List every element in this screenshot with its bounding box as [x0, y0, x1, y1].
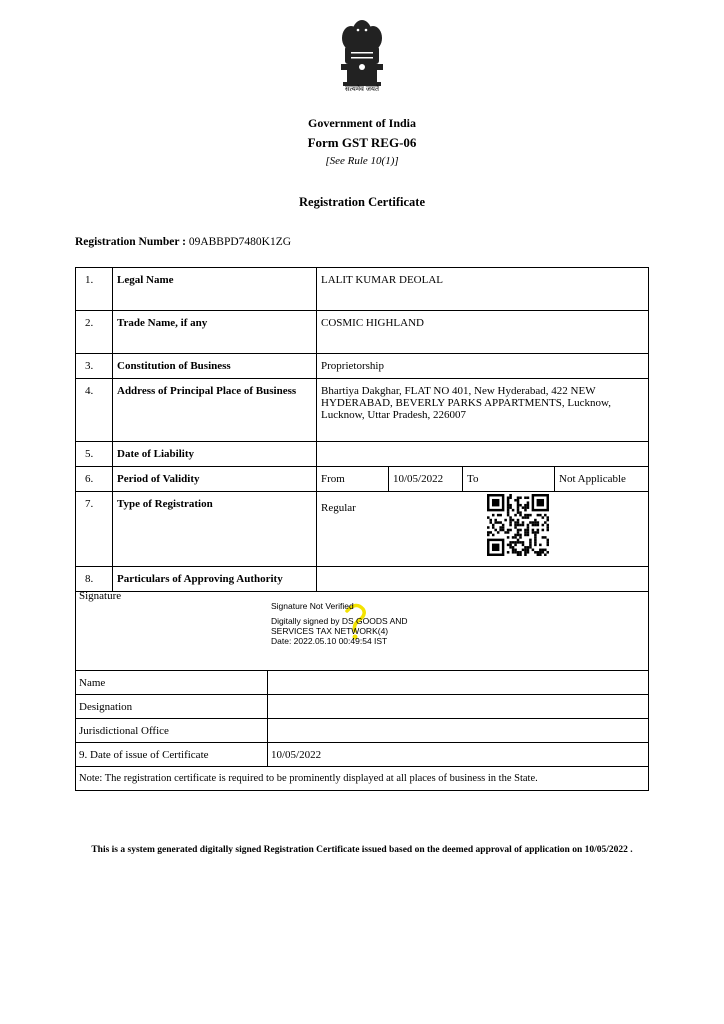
jurisdiction-label: Jurisdictional Office	[76, 719, 268, 743]
registration-number-value: 09ABBPD7480K1ZG	[188, 236, 292, 248]
designation-value	[268, 695, 649, 719]
table-row	[76, 442, 649, 467]
display-note: Note: The registration certificate is required to be prominently displayed at all places of business in the State.	[76, 767, 649, 791]
registration-number-label: Registration Number :	[75, 236, 186, 248]
table-row	[76, 379, 649, 442]
row-label: Trade Name, if any	[113, 311, 317, 354]
registration-type-value: Regular	[317, 492, 649, 567]
validity-to-value: Not Applicable	[555, 467, 649, 492]
signature-label: Signature	[79, 590, 122, 602]
row-label: Particulars of Approving Authority	[113, 567, 317, 592]
digital-signature-text	[271, 601, 408, 646]
certificate-title: Registration Certificate	[299, 195, 425, 209]
address-value: Bhartiya Dakghar, FLAT NO 401, New Hyderabad, 422 NEW HYDERABAD, BEVERLY PARKS APPARTMENTS, Lucknow, Lucknow, Uttar Pradesh, 226007	[317, 379, 649, 442]
validity-to-label: To	[463, 467, 555, 492]
rule-reference: [See Rule 10(1)]	[325, 155, 399, 167]
row-number: 7.	[76, 492, 113, 567]
name-value	[268, 671, 649, 695]
legal-name-value: LALIT KUMAR DEOLAL	[317, 268, 649, 311]
signature-signed-by: Digitally signed by DS GOODS AND	[271, 616, 408, 626]
constitution-value: Proprietorship	[317, 354, 649, 379]
row-label: Date of Liability	[113, 442, 317, 467]
table-row	[76, 467, 649, 492]
liability-date-value	[317, 442, 649, 467]
government-heading: Government of India	[308, 116, 416, 130]
table-row	[76, 354, 649, 379]
qr-code-icon	[487, 494, 549, 556]
row-label: Constitution of Business	[113, 354, 317, 379]
row-number: 2.	[76, 311, 113, 354]
issue-date-value: 10/05/2022	[268, 743, 649, 767]
designation-label: Designation	[76, 695, 268, 719]
table-row	[76, 671, 649, 695]
row-label: Legal Name	[113, 268, 317, 311]
row-number: 3.	[76, 354, 113, 379]
emblem-motto: सत्यमेव जयते	[345, 85, 379, 93]
signature-signed-by-cont: SERVICES TAX NETWORK(4)	[271, 626, 389, 636]
form-title: Form GST REG-06	[307, 135, 417, 150]
row-label: Type of Registration	[113, 492, 317, 567]
table-row	[76, 268, 649, 311]
row-label: Address of Principal Place of Business	[113, 379, 317, 442]
table-row	[76, 743, 649, 767]
row-label: Period of Validity	[113, 467, 317, 492]
issue-date-label: 9. Date of issue of Certificate	[76, 743, 268, 767]
table-row	[76, 492, 649, 567]
table-row	[76, 695, 649, 719]
jurisdiction-value	[268, 719, 649, 743]
trade-name-value: COSMIC HIGHLAND	[317, 311, 649, 354]
row-number: 5.	[76, 442, 113, 467]
signature-status: Signature Not Verified	[271, 601, 354, 611]
registration-number	[75, 236, 291, 248]
row-number: 4.	[76, 379, 113, 442]
authority-table	[75, 670, 649, 791]
signature-date: Date: 2022.05.10 00:49:54 IST	[271, 636, 388, 646]
table-row	[76, 767, 649, 791]
validity-from-value: 10/05/2022	[389, 467, 463, 492]
row-number: 6.	[76, 467, 113, 492]
row-number: 1.	[76, 268, 113, 311]
table-row	[76, 311, 649, 354]
validity-from-label: From	[317, 467, 389, 492]
row-number: 8.	[76, 567, 113, 592]
signature-section	[75, 585, 649, 671]
table-row	[76, 719, 649, 743]
name-label: Name	[76, 671, 268, 695]
system-generated-footer: This is a system generated digitally signed Registration Certificate issued based on the deemed approval of application on 10/05/2022 .	[91, 845, 633, 855]
details-table	[75, 267, 649, 592]
